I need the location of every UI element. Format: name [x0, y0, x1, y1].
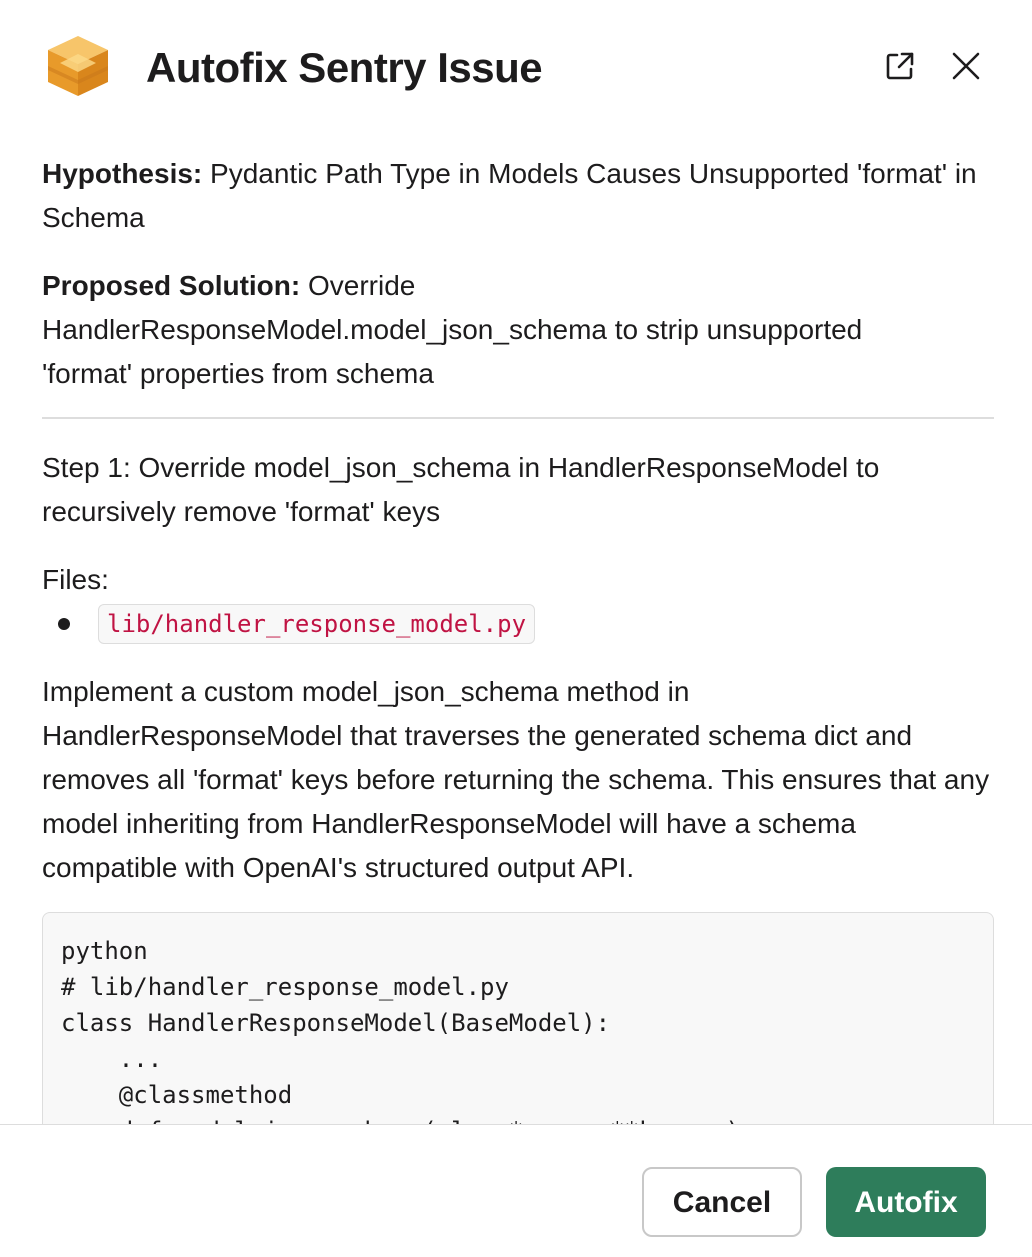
package-box-icon	[44, 32, 112, 100]
modal-footer	[0, 1124, 1032, 1257]
file-path-code: lib/handler_response_model.py	[98, 604, 535, 644]
hypothesis-text: Pydantic Path Type in Models Causes Unsupported 'format' in Schema	[42, 158, 977, 233]
modal-body[interactable]	[0, 140, 1032, 1124]
modal-title: Autofix Sentry Issue	[146, 44, 543, 91]
implementation-description: Implement a custom model_json_schema method in HandlerResponseModel that traverses the generated schema dict and removes all 'format' keys before returning the schema. This ensures that any model inheriting from HandlerResponseModel will have a schema compatible with OpenAI's structured output API.	[42, 676, 990, 883]
modal-header	[0, 0, 1032, 140]
divider	[42, 417, 994, 419]
close-button[interactable]	[944, 44, 988, 88]
solution-text: Override HandlerResponseModel.model_json_schema to strip unsupported 'format' properties from schema	[42, 270, 863, 389]
open-in-new-window-button[interactable]	[878, 44, 922, 88]
list-bullet	[58, 618, 70, 630]
close-icon	[950, 50, 982, 82]
cancel-button[interactable]: Cancel	[642, 1167, 802, 1237]
solution-label: Proposed Solution:	[42, 270, 301, 301]
code-text: python # lib/handler_response_model.py class HandlerResponseModel(BaseModel): ... @classmethod	[61, 937, 611, 1109]
autofix-button[interactable]: Autofix	[826, 1167, 986, 1237]
hypothesis-label: Hypothesis:	[42, 158, 203, 189]
files-label: Files:	[42, 564, 109, 595]
hypothesis	[42, 152, 994, 240]
proposed-solution	[42, 264, 942, 396]
step-title: Step 1: Override model_json_schema in HandlerResponseModel to recursively remove 'format' keys	[42, 452, 880, 527]
external-link-icon	[883, 49, 917, 83]
